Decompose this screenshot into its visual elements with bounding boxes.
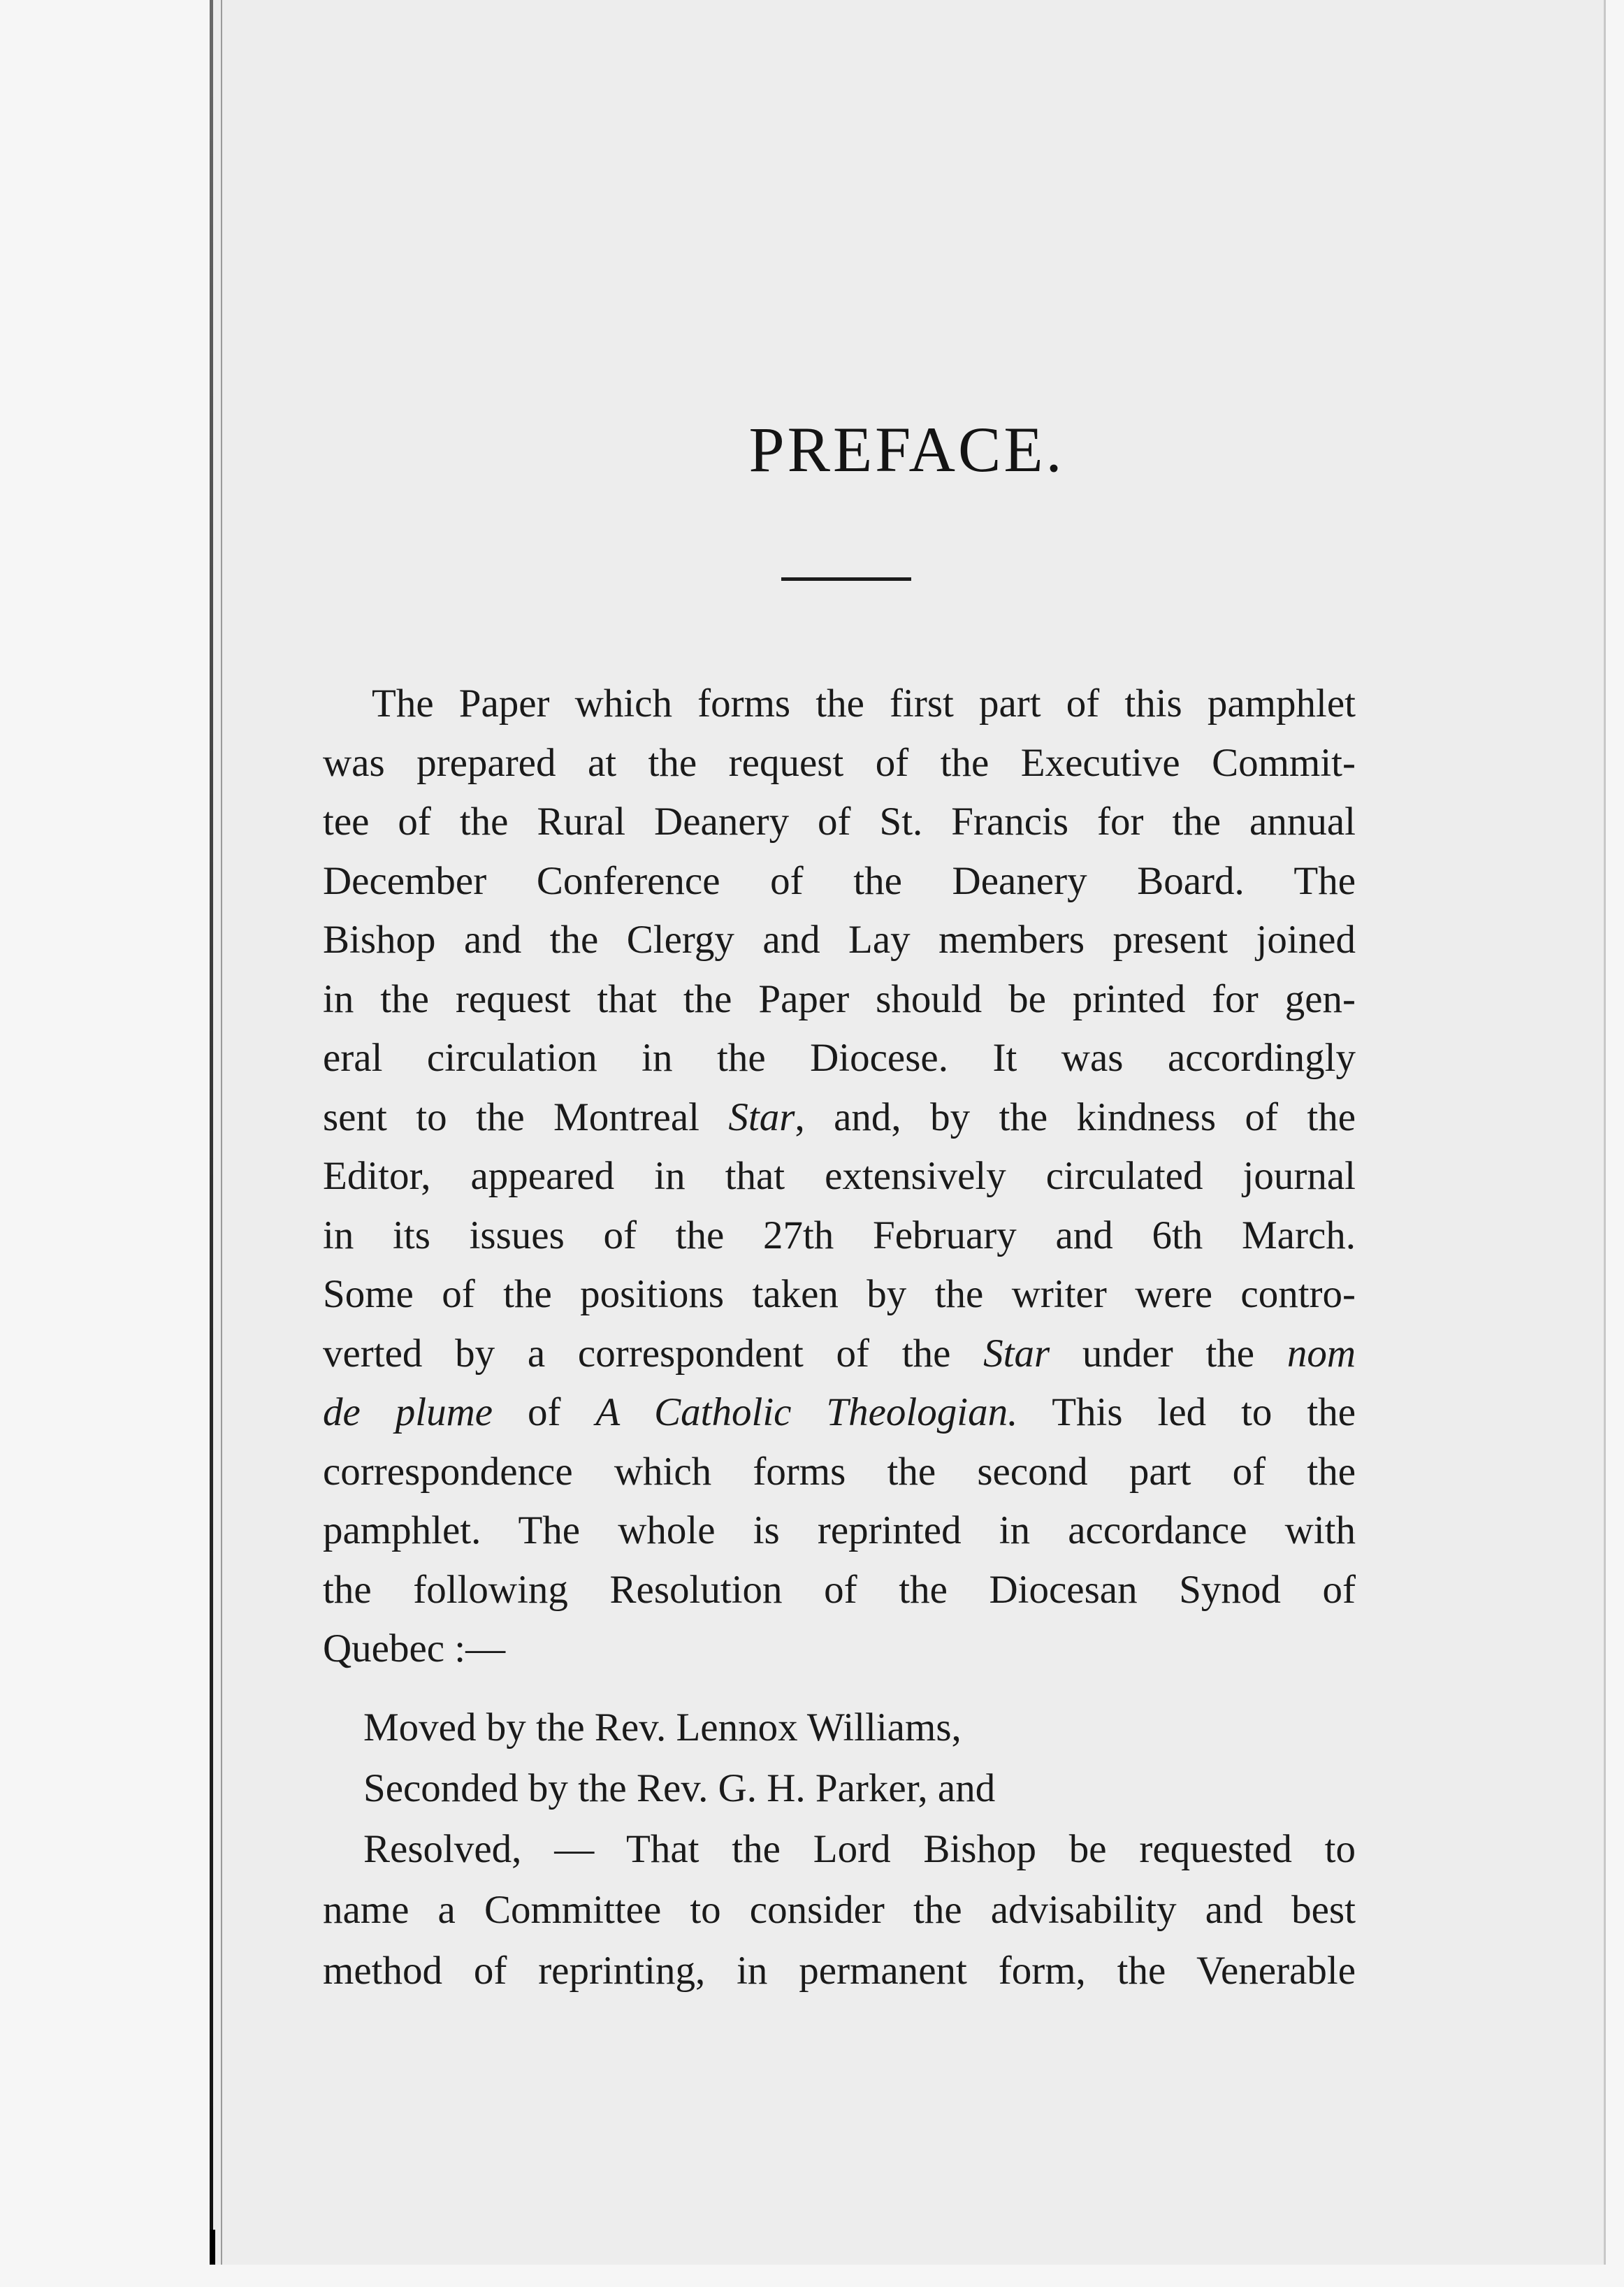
paragraph-line [323, 1619, 1356, 1679]
resolution-seconded: Seconded by the Rev. G. H. Parker, and [363, 1766, 996, 1810]
text-run: This led to the [1017, 1390, 1356, 1434]
text-run: pamphlet. The whole is reprinted in accordance with [323, 1508, 1356, 1552]
italic-text: nom [1286, 1331, 1356, 1376]
text-run: Editor, appeared in that extensively circulated journal [323, 1154, 1356, 1198]
paragraph-line [323, 1501, 1356, 1561]
text-run: December Conference of the Deanery Board. The [323, 858, 1356, 903]
text-run: Quebec :— [323, 1626, 506, 1671]
text-run: in the request that the Paper should be printed for gen- [323, 976, 1356, 1021]
paragraph-line [323, 674, 1356, 734]
paragraph-line [323, 1029, 1356, 1088]
paragraph-line [323, 1265, 1356, 1325]
paragraph-line [323, 793, 1356, 852]
paragraph-line [323, 1147, 1356, 1206]
paragraph-line [323, 1561, 1356, 1620]
paragraph-line [323, 1443, 1356, 1502]
italic-text: de plume [323, 1390, 493, 1434]
italic-text: A Catholic Theologian. [595, 1390, 1018, 1434]
preface-paragraph [323, 674, 1356, 1679]
text-run: Some of the positions taken by the writer were contro- [323, 1272, 1356, 1316]
text-run: of [493, 1390, 596, 1434]
paragraph-line [323, 1325, 1356, 1384]
text-run: under the [1050, 1331, 1287, 1376]
paragraph-line [323, 734, 1356, 793]
text-run: eral circulation in the Diocese. It was accordingly [323, 1036, 1356, 1080]
resolution-line: method of reprinting, in permanent form, the Venerable [323, 1949, 1356, 1993]
text-run: correspondence which forms the second part of the [323, 1449, 1356, 1494]
resolution-moved: Moved by the Rev. Lennox Williams, [363, 1705, 962, 1749]
resolution-resolved: Resolved, — That the Lord Bishop be requested to [363, 1827, 1356, 1871]
text-run: The Paper which forms the first part of this pamphlet [372, 681, 1356, 726]
resolution-line: name a Committee to consider the advisability and best [323, 1888, 1356, 1932]
text-run: tee of the Rural Deanery of St. Francis for the annual [323, 800, 1356, 844]
text-run: sent to the Montreal [323, 1095, 729, 1139]
text-run: the following Resolution of the Diocesan Synod of [323, 1567, 1356, 1612]
binding-mark [210, 2230, 215, 2265]
page-gutter-edge [210, 0, 213, 2265]
text-run: in its issues of the 27th February and 6th March. [323, 1213, 1356, 1257]
paragraph-line [323, 970, 1356, 1030]
italic-text: Star [728, 1095, 795, 1139]
text-run: was prepared at the request of the Executive Commit- [323, 740, 1356, 785]
paragraph-line [323, 1088, 1356, 1148]
paragraph-line [323, 852, 1356, 911]
text-run: verted by a correspondent of the [323, 1331, 984, 1376]
text-run: , and, by the kindness of the [795, 1095, 1356, 1139]
page-title: PREFACE. [748, 414, 1065, 485]
text-run: Bishop and the Clergy and Lay members present joined [323, 918, 1356, 962]
italic-text: Star [983, 1331, 1050, 1376]
title-rule [781, 577, 911, 581]
paragraph-line [323, 1383, 1356, 1443]
page-gutter-shadow [221, 0, 222, 2265]
paragraph-line [323, 911, 1356, 970]
paragraph-line [323, 1206, 1356, 1266]
synod-resolution [323, 1697, 1356, 2001]
